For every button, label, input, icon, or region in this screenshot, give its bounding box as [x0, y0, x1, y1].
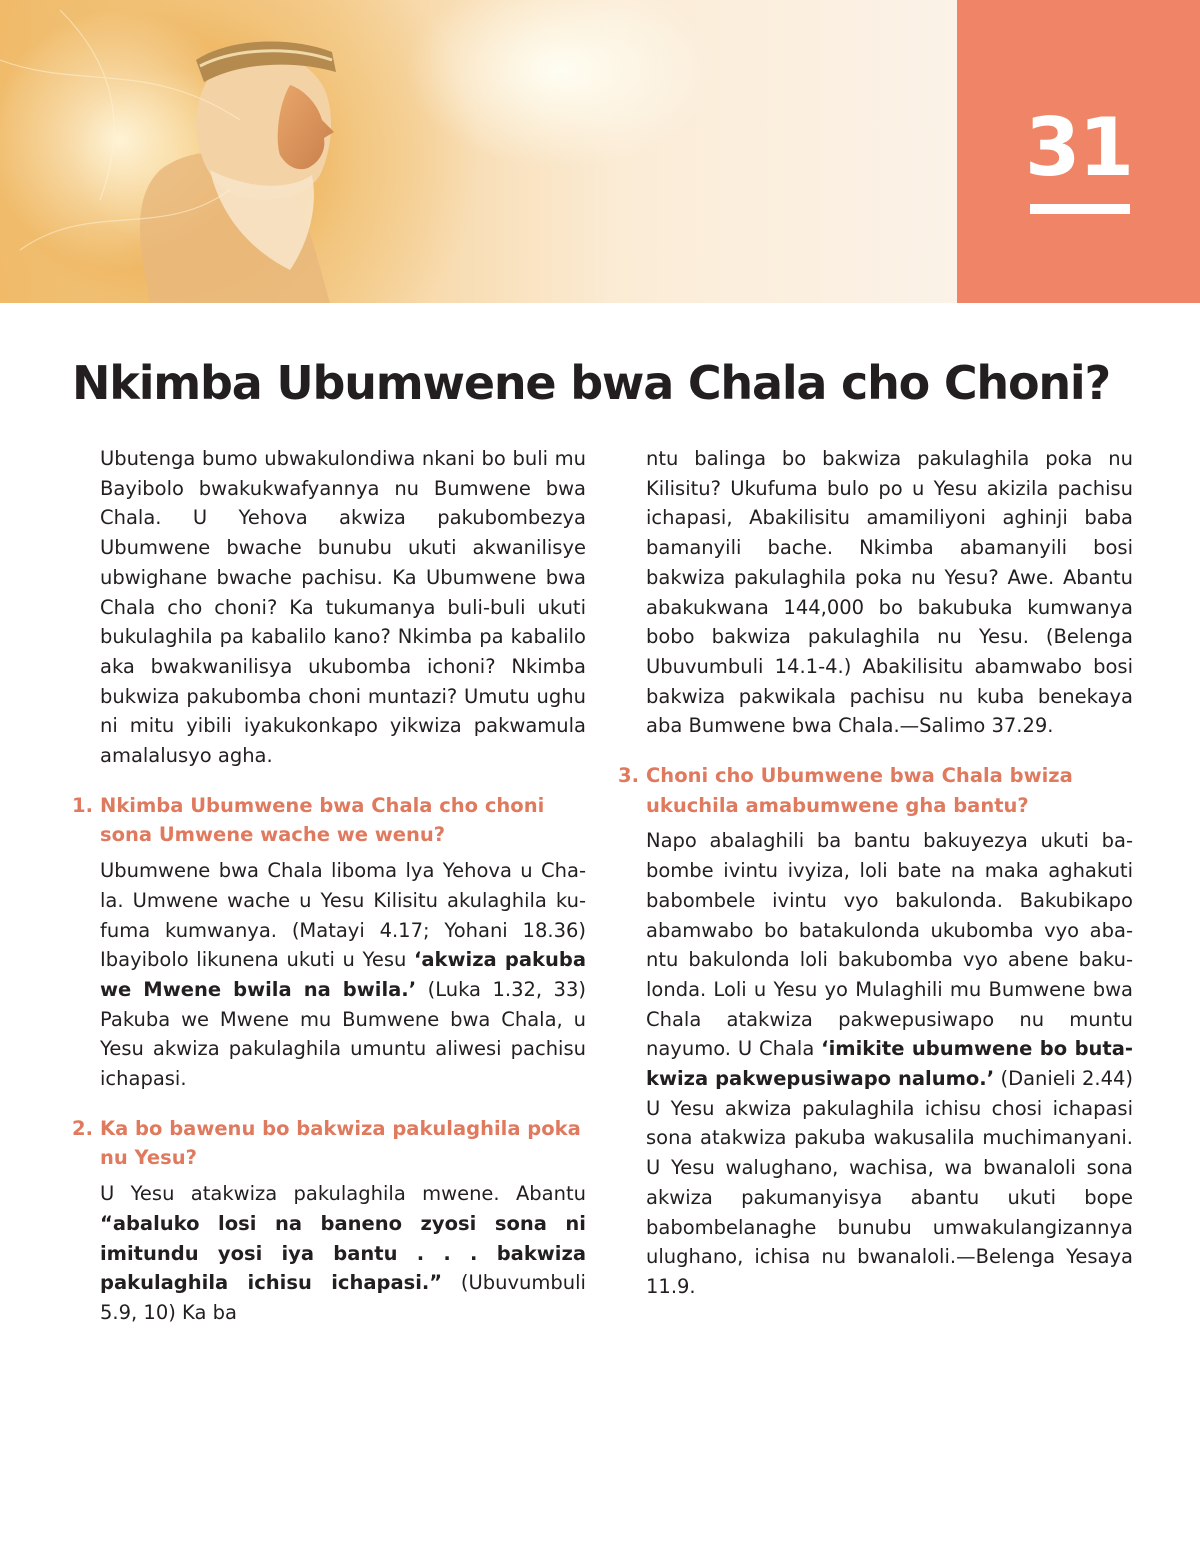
- page-title: Nkimba Ubumwene bwa Chala cho Choni?: [72, 356, 1110, 410]
- answer-3-text-end: (Danieli 2.44) U Yesu akwiza pakulaghila ichisu chosi ichapasi sona atakwiza pakuba wakusalila muchimanyani. U Yesu walughano, wachisa, wa bwanaloli sona akwiza pakumanyisya abantu ukuti bope babombelanaghe bunubu umwakulangizannya ulughano, ichisa nu bwanaloli.—Belenga Yesaya 11.9.: [646, 1067, 1133, 1298]
- answer-1-text-end: (Luka 1.32, 33) Pakuba we Mwene mu Bumwene bwa Chala, u Yesu akwiza pakulaghila umuntu aliwesi pachisu ichapasi.: [100, 977, 586, 1091]
- answer-2-bold-quote: “abaluko losi na baneno zyosi sona ni imitundu yosi iya bantu . . . bakwiza pakulaghila ichisu ichapasi.”: [100, 1211, 586, 1295]
- left-column: [72, 444, 586, 1328]
- question-1: [72, 791, 586, 850]
- answer-1-paragraph: [100, 856, 586, 1094]
- king-illustration: [0, 0, 957, 303]
- question-2-number: 2.: [72, 1116, 93, 1140]
- question-3-number: 3.: [618, 764, 639, 788]
- chapter-number-box: [957, 0, 1200, 303]
- answer-2-continuation: [646, 444, 1133, 741]
- answer-3-text-start: Napo abalaghili ba bantu bakuyezya ukuti babombe ivintu ivyiza, loli bate na maka aghakuti babombele ivintu vyo bakulonda. Bakubikapo abamwabo bo batakulonda ukubomba vyo abantu bakulonda loli bakubomba vyo abene bakulonda. Loli u Yesu yo Mulaghili mu Bumwene bwa Chala atakwiza pakwepusiwapo nu muntu nayumo. U Chala: [646, 829, 1133, 1061]
- answer-2-text-end-left: (Ubuvumbuli 5.9, 10) Ka ba: [100, 1271, 586, 1324]
- answer-3-bold-quote: ‘imikite ubumwene bo butakwiza pakwepusiwapo nalumo.’: [646, 1037, 1133, 1091]
- answer-1-bold-quote: ‘akwiza pakuba we Mwene bwila na bwila.’: [100, 948, 586, 1001]
- chapter-number-underline: [1030, 204, 1130, 214]
- answer-2-text-end-right: ntu balinga bo bakwiza pakulaghila poka nu Kilisitu? Ukufuma bulo po u Yesu akizila pachisu ichapasi, Abakilisitu amamiliyoni aghinji baba bamanyili bache. Nkimba abamanyili bosi bakwiza pakulaghila poka nu Yesu? Awe. Abantu abakukwana 144,000 bo bakubuka kumwanya bobo bakwiza pakulaghila nu Yesu. (Belenga Ubuvumbuli 14.1-4.) Abakilisitu abamwabo bosi bakwiza pakwikala pachisu nu kuba benekaya aba Bumwene bwa Chala.—Salimo 37.29.: [646, 447, 1133, 738]
- answer-2-text-start: U Yesu atakwiza pakulaghila mwene. Abantu: [100, 1182, 586, 1206]
- question-2: [72, 1114, 586, 1173]
- chapter-number: 31: [1024, 101, 1133, 194]
- answer-2-paragraph: [100, 1179, 586, 1328]
- question-1-text: Nkimba Ubumwene bwa Chala cho choni sona Umwene wache we wenu?: [100, 793, 545, 847]
- answer-1-text-start: Ubumwene bwa Chala liboma lya Yehova u Chala. Umwene wache u Yesu Kilisitu akulaghila kufuma kumwanya. (Matayi 4.17; Yohani 18.36) Ibayibolo likunena ukuti u Yesu: [100, 859, 586, 972]
- answer-3-paragraph: [646, 826, 1133, 1301]
- question-3-text: Choni cho Ubumwene bwa Chala bwiza ukuchila amabumwene gha bantu?: [646, 764, 1073, 817]
- intro-paragraph: Ubutenga bumo ubwakulondiwa nkani bo buli mu Bayibolo bwakukwafyannya nu Bumwene bwa Chala. U Yehova akwiza pakubombezya Ubumwene bwache bunubu ukuti akwanilisye ubwighane bwache pachisu. Ka Ubumwene bwa Chala cho choni? Ka tukumanya buli-buli ukuti bukulaghila pa kabalilo kano? Nkimba pa kabalilo aka bwakwanilisya ukubomba ichoni? Nkimba bukwiza pakubomba choni muntazi? Umutu ughu ni mitu yibili iyakukonkapo yikwiza pakwamula amalalusyo agha.: [100, 447, 586, 768]
- question-2-text: Ka bo bawenu bo bakwiza pakulaghila poka nu Yesu?: [100, 1116, 581, 1170]
- hero-image: [0, 0, 957, 303]
- question-3: [618, 761, 1133, 820]
- right-column: [618, 444, 1133, 1302]
- question-1-number: 1.: [72, 793, 93, 817]
